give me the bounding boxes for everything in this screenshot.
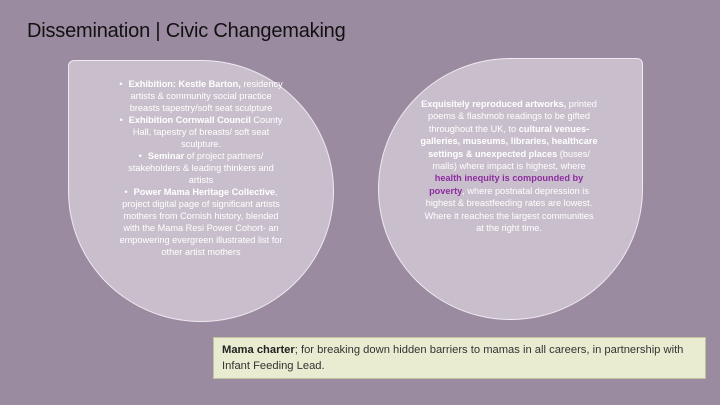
bullet-icon: •	[119, 79, 123, 89]
mama-charter-box	[213, 337, 706, 379]
bullet-icon: •	[138, 151, 142, 161]
list-item-power-mama	[118, 186, 284, 258]
list-item-kestle-barton	[118, 78, 284, 114]
item-text: of project partners/ stakeholders & leading thinkers and artists	[128, 151, 274, 185]
charter-text: ; for breaking down hidden barriers to mamas in all careers, in partnership with Infant Feeding Lead.	[222, 344, 684, 372]
artworks-text-2: (buses/ malls) where impact is highest, where	[432, 148, 590, 172]
artworks-text-1: printed poems & flashmob readings to be gifted throughout the UK, to	[428, 99, 597, 134]
charter-bold: Mama charter	[222, 344, 295, 356]
list-item-seminar	[118, 150, 284, 186]
health-inequity-highlight: health inequity is compounded by poverty	[429, 173, 584, 196]
item-bold: Exhibition Cornwall Council	[128, 115, 251, 125]
item-bold: Exhibition: Kestle Barton,	[128, 79, 241, 89]
artworks-text-3: , where postnatal depression is highest & breastfeeding rates are lowest. Where it reaches the largest communities at the right time.	[424, 185, 594, 234]
artworks-bold: Exquisitely reproduced artworks,	[421, 99, 567, 109]
venues-bold: cultural venues- galleries, museums, libraries, healthcare settings & unexpected places	[420, 123, 598, 159]
item-bold: Seminar	[147, 151, 185, 161]
item-text: residency artists & community social practice breasts tapestry/soft seat sculpture	[129, 79, 283, 113]
item-text: , project digital page of significant artists mothers from Cornish history, blended with the Mama Resi Power Cohort- an empowering evergreen illustrated list for other artist mothers	[119, 187, 283, 257]
exhibition-list	[118, 78, 284, 258]
bullet-icon: •	[119, 115, 123, 125]
item-text: County Hall, tapestry of breasts/ soft seat sculpture.	[132, 115, 283, 149]
artworks-description	[420, 98, 598, 234]
slide-title: Dissemination | Civic Changemaking	[27, 20, 346, 42]
bullet-icon: •	[124, 187, 128, 197]
item-bold: Power Mama Heritage Collective	[133, 187, 276, 197]
list-item-cornwall-council	[118, 114, 284, 150]
